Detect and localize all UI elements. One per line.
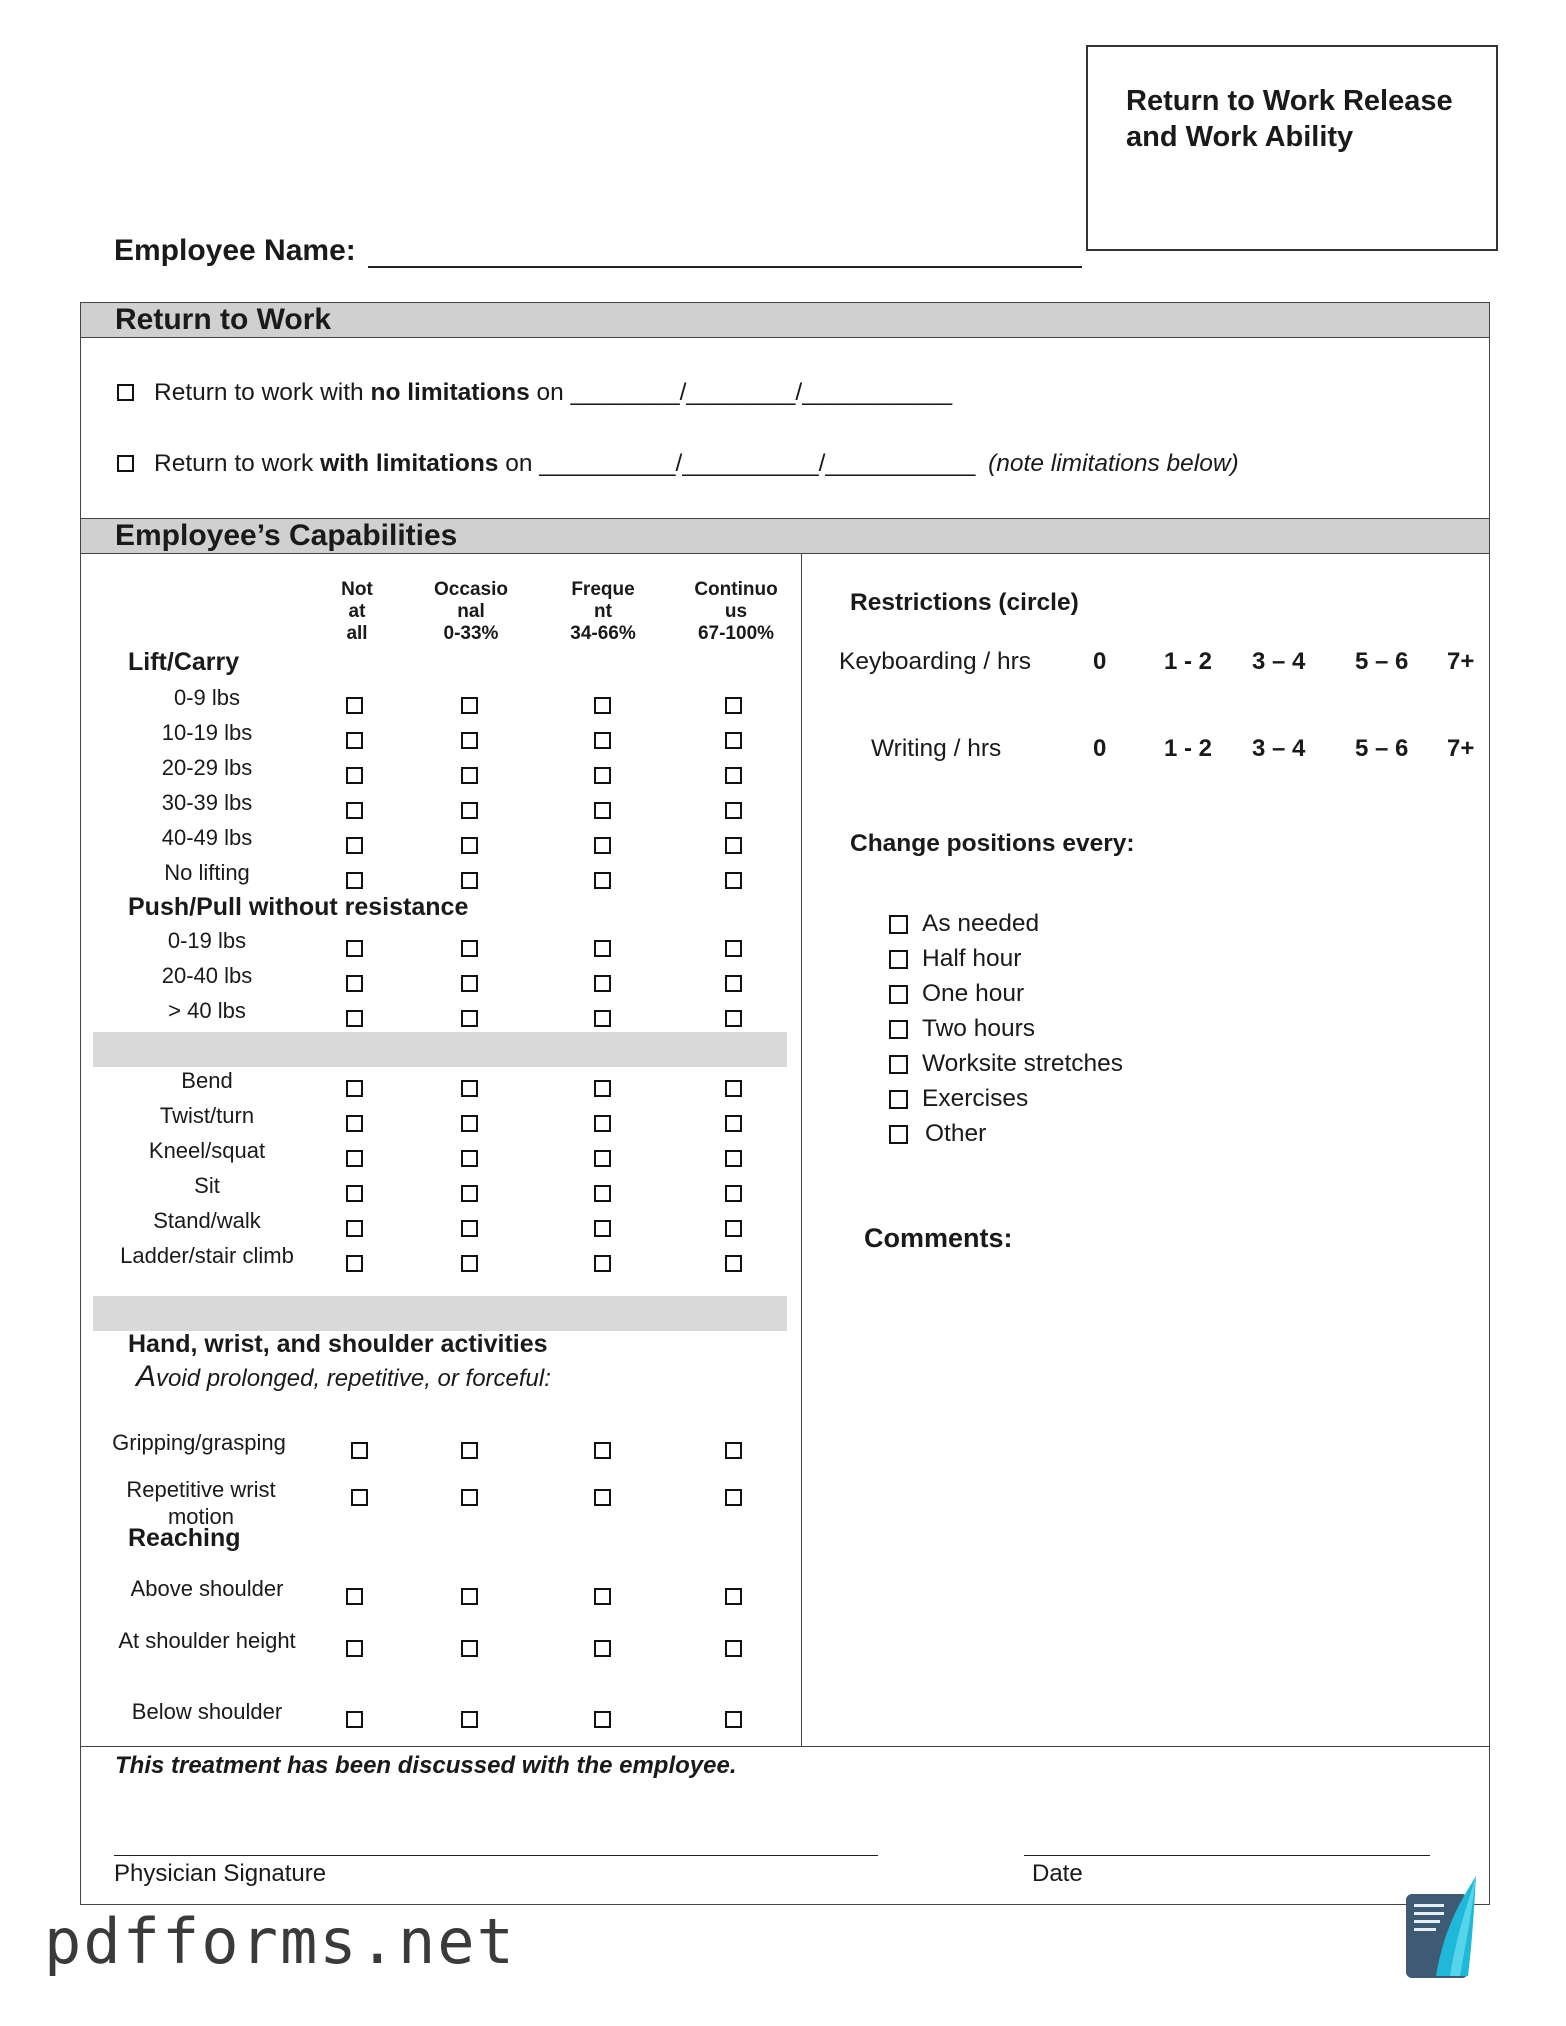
capability-checkbox[interactable]: [346, 1588, 363, 1605]
capability-checkbox[interactable]: [594, 1185, 611, 1202]
capability-checkbox[interactable]: [594, 1711, 611, 1728]
capability-checkbox[interactable]: [725, 872, 742, 889]
capability-row-label: 0-9 lbs: [173, 685, 241, 710]
keyboarding-level-option[interactable]: 5 – 6: [1355, 648, 1409, 675]
capability-checkbox[interactable]: [594, 1588, 611, 1605]
writing-label: Writing / hrs: [871, 735, 1002, 762]
capability-checkbox[interactable]: [725, 1442, 742, 1459]
with-limitations-option: [154, 450, 1239, 478]
keyboarding-level-option[interactable]: 3 – 4: [1252, 648, 1306, 675]
capability-checkbox[interactable]: [725, 697, 742, 714]
keyboarding-label: Keyboarding / hrs: [839, 648, 1032, 675]
capability-row-label: Below shoulder: [131, 1699, 283, 1724]
capability-checkbox[interactable]: [594, 1080, 611, 1097]
change-position-label: As needed: [922, 910, 1040, 937]
writing-level-option[interactable]: 5 – 6: [1355, 735, 1409, 762]
capability-checkbox[interactable]: [594, 697, 611, 714]
writing-level-option[interactable]: 0: [1093, 735, 1107, 762]
capability-row-label: > 40 lbs: [168, 998, 246, 1023]
capability-checkbox[interactable]: [461, 1220, 478, 1237]
col-header-frequent: [543, 579, 663, 645]
capability-checkbox[interactable]: [461, 1185, 478, 1202]
capability-checkbox[interactable]: [725, 1150, 742, 1167]
capability-checkbox[interactable]: [725, 1080, 742, 1097]
capability-checkbox[interactable]: [461, 697, 478, 714]
capability-checkbox[interactable]: [461, 1588, 478, 1605]
capabilities-heading: Employee’s Capabilities: [115, 519, 458, 552]
change-position-checkbox[interactable]: [889, 1090, 908, 1109]
capability-checkbox[interactable]: [346, 1255, 363, 1272]
col-header-line: us: [724, 601, 748, 622]
reaching-title: Reaching: [128, 1524, 241, 1552]
col-header-line: Freque: [571, 579, 635, 600]
col-header-line: nt: [594, 601, 612, 622]
capability-row-label: 0-19 lbs: [167, 928, 247, 953]
capability-checkbox[interactable]: [725, 1588, 742, 1605]
discussed-statement: This treatment has been discussed with the employee.: [115, 1752, 737, 1779]
watermark-text: pdfforms.net: [44, 1905, 516, 1978]
change-position-checkbox[interactable]: [889, 950, 908, 969]
capability-checkbox[interactable]: [461, 940, 478, 957]
physician-signature-label: Physician Signature: [114, 1860, 327, 1887]
form-title: Return to Work Release and Work Ability: [1126, 85, 1453, 153]
capability-checkbox[interactable]: [461, 767, 478, 784]
date-field[interactable]: [1024, 1855, 1430, 1856]
capability-checkbox[interactable]: [346, 1115, 363, 1132]
option-bold-text: with limitations: [320, 450, 499, 477]
capability-row-label: Kneel/squat: [148, 1138, 266, 1163]
capability-checkbox[interactable]: [346, 872, 363, 889]
capability-checkbox[interactable]: [461, 837, 478, 854]
capability-checkbox[interactable]: [725, 1711, 742, 1728]
return-to-work-header: [81, 302, 1489, 338]
option-text: Return to work: [154, 450, 321, 477]
hand-activities-title: Hand, wrist, and shoulder activities: [128, 1330, 548, 1358]
capability-checkbox[interactable]: [594, 1442, 611, 1459]
physician-signature-field[interactable]: [114, 1855, 878, 1856]
capability-checkbox[interactable]: [346, 1185, 363, 1202]
change-position-label: Worksite stretches: [922, 1050, 1124, 1077]
subtitle-initial: A: [136, 1360, 157, 1393]
capability-checkbox[interactable]: [346, 1640, 363, 1657]
capability-checkbox[interactable]: [594, 1010, 611, 1027]
capability-checkbox[interactable]: [346, 697, 363, 714]
capability-row-label: 40-49 lbs: [161, 825, 253, 850]
capability-checkbox[interactable]: [594, 732, 611, 749]
capability-checkbox[interactable]: [461, 1442, 478, 1459]
col-header-line: nal: [457, 601, 485, 622]
keyboarding-level-option[interactable]: 7+: [1447, 648, 1475, 675]
capability-checkbox[interactable]: [725, 1115, 742, 1132]
with-limitations-checkbox[interactable]: [117, 455, 134, 472]
capability-checkbox[interactable]: [351, 1489, 368, 1506]
col-header-line: Occasio: [434, 579, 508, 600]
capability-checkbox[interactable]: [725, 802, 742, 819]
capability-checkbox[interactable]: [725, 767, 742, 784]
col-header-line: 34-66%: [570, 623, 636, 644]
capability-checkbox[interactable]: [594, 1220, 611, 1237]
capability-checkbox[interactable]: [725, 1255, 742, 1272]
capability-checkbox[interactable]: [594, 872, 611, 889]
change-position-checkbox[interactable]: [889, 1055, 908, 1074]
capability-checkbox[interactable]: [725, 975, 742, 992]
capability-checkbox[interactable]: [594, 1489, 611, 1506]
capability-row-label: Stand/walk: [153, 1208, 261, 1233]
capability-checkbox[interactable]: [725, 732, 742, 749]
signature-divider: [81, 1746, 1489, 1747]
capability-checkbox[interactable]: [461, 975, 478, 992]
capability-checkbox[interactable]: [346, 975, 363, 992]
pdfforms-logo-icon: [1400, 1872, 1480, 1982]
capability-checkbox[interactable]: [461, 872, 478, 889]
capability-checkbox[interactable]: [461, 732, 478, 749]
capability-checkbox[interactable]: [461, 1080, 478, 1097]
col-header-line: all: [346, 623, 368, 644]
column-divider: [801, 553, 802, 1746]
capability-row-label: Gripping/grasping: [112, 1430, 286, 1455]
change-position-label: Exercises: [922, 1085, 1029, 1112]
lift-carry-title: Lift/Carry: [128, 648, 240, 676]
change-positions-title: Change positions every:: [850, 830, 1135, 857]
capability-checkbox[interactable]: [725, 1489, 742, 1506]
capability-checkbox[interactable]: [725, 1185, 742, 1202]
capability-row-label: Bend: [181, 1068, 233, 1093]
date-blanks[interactable]: on ________/________/___________: [529, 379, 953, 406]
capability-checkbox[interactable]: [594, 940, 611, 957]
capabilities-header: [81, 518, 1489, 554]
date-blanks[interactable]: on __________/__________/___________: [498, 450, 976, 477]
col-header-line: Continuo: [694, 579, 778, 600]
capability-checkbox[interactable]: [461, 1711, 478, 1728]
capability-checkbox[interactable]: [346, 1711, 363, 1728]
capability-checkbox[interactable]: [461, 1640, 478, 1657]
capability-checkbox[interactable]: [725, 1640, 742, 1657]
capability-checkbox[interactable]: [346, 732, 363, 749]
capability-checkbox[interactable]: [346, 1080, 363, 1097]
capability-checkbox[interactable]: [346, 940, 363, 957]
capability-checkbox[interactable]: [461, 1150, 478, 1167]
capability-checkbox[interactable]: [346, 837, 363, 854]
writing-level-option[interactable]: 7+: [1447, 735, 1475, 762]
section-separator: [93, 1032, 787, 1067]
col-header-line: Not: [341, 579, 373, 600]
capability-row-label: No lifting: [164, 860, 250, 885]
change-position-checkbox[interactable]: [889, 915, 908, 934]
col-header-occasional: [411, 579, 531, 645]
change-position-label: Two hours: [922, 1015, 1036, 1042]
col-header-continuous: [676, 579, 796, 645]
capability-checkbox[interactable]: [346, 767, 363, 784]
capability-checkbox[interactable]: [461, 1115, 478, 1132]
capability-row-label: Above shoulder: [130, 1576, 284, 1601]
capability-checkbox[interactable]: [346, 802, 363, 819]
capability-checkbox[interactable]: [725, 837, 742, 854]
capability-checkbox[interactable]: [594, 1150, 611, 1167]
capability-checkbox[interactable]: [346, 1010, 363, 1027]
keyboarding-level-option[interactable]: 0: [1093, 648, 1107, 675]
capability-checkbox[interactable]: [461, 1489, 478, 1506]
comments-label: Comments:: [864, 1223, 1013, 1253]
return-to-work-heading: Return to Work: [115, 303, 332, 336]
change-position-checkbox[interactable]: [889, 1020, 908, 1039]
capability-checkbox[interactable]: [725, 1220, 742, 1237]
keyboarding-level-option[interactable]: 1 - 2: [1164, 648, 1213, 675]
date-label: Date: [1032, 1860, 1083, 1887]
capability-checkbox[interactable]: [346, 1150, 363, 1167]
form-title-box: [1086, 45, 1498, 251]
capability-checkbox[interactable]: [594, 1115, 611, 1132]
capability-checkbox[interactable]: [346, 1220, 363, 1237]
capability-row-label: Sit: [194, 1173, 220, 1198]
writing-level-option[interactable]: 3 – 4: [1252, 735, 1306, 762]
change-position-label: Other: [925, 1120, 987, 1147]
col-header-not-at-all: [297, 579, 417, 645]
col-header-line: at: [348, 601, 366, 622]
capability-row-label: 20-40 lbs: [161, 963, 253, 988]
hand-activities-subtitle: [136, 1360, 551, 1394]
col-header-line: 67-100%: [697, 623, 775, 644]
capability-checkbox[interactable]: [594, 802, 611, 819]
change-position-checkbox[interactable]: [889, 1125, 908, 1144]
capability-checkbox[interactable]: [461, 802, 478, 819]
capability-row-label: Twist/turn: [159, 1103, 255, 1128]
subtitle-text: void prolonged, repetitive, or forceful:: [156, 1365, 551, 1392]
capability-checkbox[interactable]: [725, 940, 742, 957]
change-position-label: One hour: [922, 980, 1025, 1007]
capability-checkbox[interactable]: [461, 1010, 478, 1027]
limitations-note: (note limitations below): [988, 450, 1239, 477]
no-limitations-option: [154, 379, 952, 407]
capability-row-label: 10-19 lbs: [161, 720, 253, 745]
option-bold-text: no limitations: [370, 379, 530, 406]
capability-checkbox[interactable]: [594, 837, 611, 854]
capability-checkbox[interactable]: [594, 767, 611, 784]
capability-checkbox[interactable]: [594, 1640, 611, 1657]
capability-checkbox[interactable]: [351, 1442, 368, 1459]
capability-row-label: 20-29 lbs: [161, 755, 253, 780]
restrictions-title: Restrictions (circle): [850, 589, 1079, 616]
section-separator: [93, 1296, 787, 1331]
capability-row-label: Ladder/stair climb: [120, 1243, 294, 1268]
no-limitations-checkbox[interactable]: [117, 384, 134, 401]
change-position-checkbox[interactable]: [889, 985, 908, 1004]
capability-checkbox[interactable]: [461, 1255, 478, 1272]
capability-row-label: Repetitive wrist motion: [126, 1477, 276, 1529]
change-position-label: Half hour: [922, 945, 1022, 972]
employee-name-field[interactable]: [368, 266, 1082, 268]
comments-field[interactable]: [806, 1266, 1482, 1736]
capability-checkbox[interactable]: [594, 1255, 611, 1272]
employee-name-label: Employee Name:: [114, 234, 356, 267]
capability-row-label: At shoulder height: [118, 1628, 296, 1653]
col-header-line: 0-33%: [443, 623, 499, 644]
push-pull-title: Push/Pull without resistance: [128, 893, 469, 921]
option-text: Return to work with: [154, 379, 371, 406]
capability-checkbox[interactable]: [725, 1010, 742, 1027]
writing-level-option[interactable]: 1 - 2: [1164, 735, 1213, 762]
capability-row-label: 30-39 lbs: [161, 790, 253, 815]
capability-checkbox[interactable]: [594, 975, 611, 992]
